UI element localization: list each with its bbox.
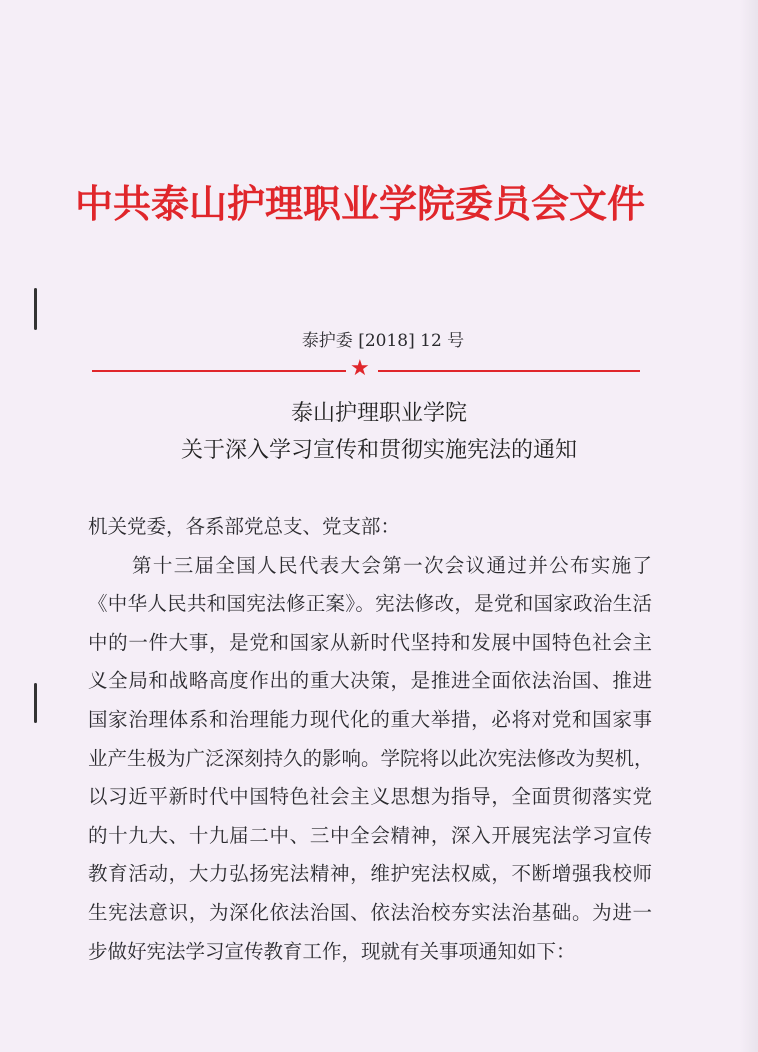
salutation: 机关党委，各系部党总支、党支部：: [88, 515, 401, 538]
binding-mark: [34, 683, 37, 723]
notice-title-line1: 泰山护理职业学院: [290, 401, 467, 426]
body-line: 中的一件大事，是党和国家从新时代坚持和发展中国特色社会主: [88, 630, 652, 654]
body-line: 以习近平新时代中国特色社会主义思想为指导，全面贯彻落实党: [88, 785, 652, 809]
red-divider-left: [92, 370, 346, 372]
body-line: 的十九大、十九届二中、三中全会精神，深入开展宪法学习宣传: [88, 823, 652, 847]
body-line: 义全局和战略高度作出的重大决策，是推进全面依法治国、推进: [88, 669, 652, 693]
document-body: [88, 508, 652, 971]
body-line: 业产生极为广泛深刻持久的影响。学院将以此次宪法修改为契机，: [88, 746, 654, 770]
page-edge-shadow: [740, 0, 758, 1052]
body-line: 步做好宪法学习宣传教育工作，现就有关事项通知如下：: [88, 939, 576, 963]
document-header-title: 中共泰山护理职业学院委员会文件: [74, 182, 645, 226]
body-line: 教育活动，大力弘扬宪法精神，维护宪法权威，不断增强我校师: [88, 862, 652, 886]
document-number: 泰护委 [2018] 12 号: [301, 331, 465, 351]
notice-title-line2: 关于深入学习宣传和贯彻实施宪法的通知: [180, 438, 577, 463]
binding-mark: [34, 288, 37, 330]
star-icon: ★: [350, 356, 370, 381]
body-line: 生宪法意识，为深化依法治国、依法治校夯实法治基础。为进一: [88, 900, 652, 924]
red-divider-right: [378, 370, 640, 372]
body-line: 第十三届全国人民代表大会第一次会议通过并公布实施了: [132, 553, 652, 577]
body-line: 《中华人民共和国宪法修正案》。宪法修改，是党和国家政治生活: [88, 592, 652, 616]
body-line: 国家治理体系和治理能力现代化的重大举措，必将对党和国家事: [88, 707, 652, 731]
